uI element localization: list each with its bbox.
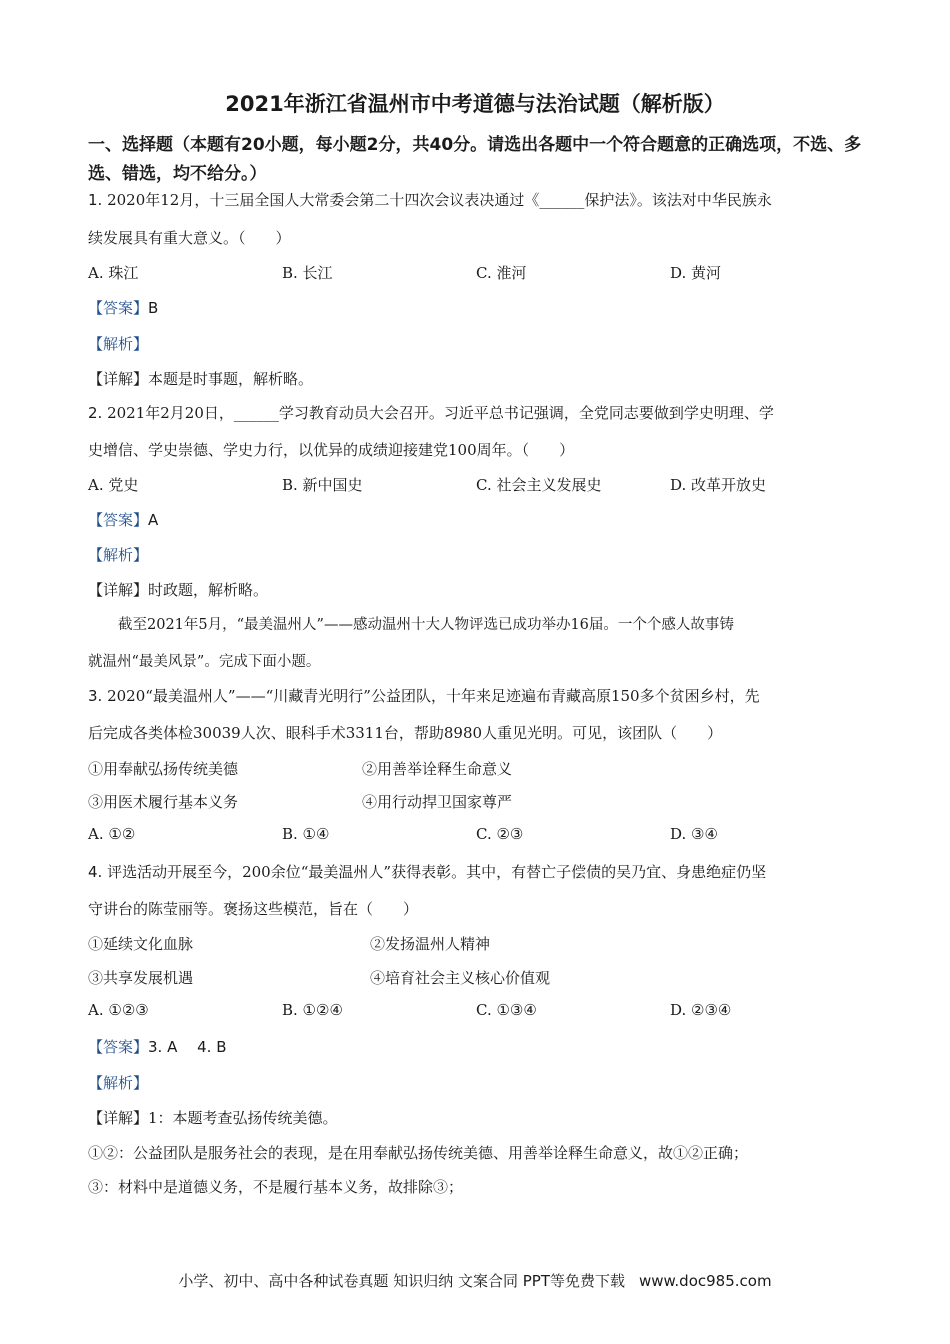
answer-label: 【答案】 xyxy=(88,511,149,529)
detail-label: 【详解】 xyxy=(88,370,149,388)
q34-answer xyxy=(88,1036,878,1057)
q34-answer-value: 3. A 4. B xyxy=(148,1038,227,1056)
q4-number: 4. xyxy=(88,863,103,881)
q34-detail-2: ①②：公益团队是服务社会的表现，是在用奉献弘扬传统美德、用善举诠释生命意义，故①②正确； xyxy=(88,1144,749,1162)
q1-line1 xyxy=(88,189,878,210)
q2-detail xyxy=(88,579,878,600)
q2-option-b: B. 新中国史 xyxy=(282,476,363,494)
q3-item-4: ④用行动捍卫国家尊严 xyxy=(362,793,513,811)
q2-analysis xyxy=(88,544,878,565)
q4-item-2: ②发扬温州人精神 xyxy=(370,935,491,953)
detail-label: 【详解】 xyxy=(88,581,149,599)
q1-detail xyxy=(88,368,878,389)
q1-number: 1. xyxy=(88,191,103,209)
analysis-label: 【解析】 xyxy=(88,1074,149,1092)
material-line2: 就温州“最美风景”。完成下面小题。 xyxy=(88,654,321,670)
footer-site: www.doc985.com xyxy=(638,1272,772,1290)
q1-option-c: C. 淮河 xyxy=(476,264,527,282)
q34-detail-text-1: 1：本题考查弘扬传统美德。 xyxy=(148,1109,338,1127)
q3-option-a: A. ①② xyxy=(88,825,136,843)
material-line1: 截至2021年5月，“最美温州人”——感动温州十大人物评选已成功举办16届。一个个感人故事铸 xyxy=(118,617,734,633)
q1-analysis xyxy=(88,333,878,354)
q34-detail-3: ③：材料中是道德义务，不是履行基本义务，故排除③； xyxy=(88,1178,464,1196)
q2-line2: 史增信、学史崇德、学史力行，以优异的成绩迎接建党100周年。（ ） xyxy=(88,441,575,459)
q34-analysis xyxy=(88,1072,878,1093)
q1-detail-text: 本题是时事题，解析略。 xyxy=(148,370,314,388)
page-title: 2021年浙江省温州市中考道德与法治试题（解析版） xyxy=(225,92,725,116)
q1-answer xyxy=(88,297,878,318)
q4-option-b: B. ①②④ xyxy=(282,1001,343,1019)
analysis-label: 【解析】 xyxy=(88,335,149,353)
q2-detail-text: 时政题，解析略。 xyxy=(148,581,269,599)
q3-text-1: 2020“最美温州人”——“川藏青光明行”公益团队，十年来足迹遍布青藏高原150多个贫困乡村，先 xyxy=(107,687,760,705)
q3-number: 3. xyxy=(88,687,103,705)
q3-option-c: C. ②③ xyxy=(476,825,524,843)
q3-option-b: B. ①④ xyxy=(282,825,330,843)
q34-detail-1 xyxy=(88,1107,878,1128)
q4-option-d: D. ②③④ xyxy=(670,1001,732,1019)
footer-text: 小学、初中、高中各种试卷真题 知识归纳 文案合同 PPT等免费下载 xyxy=(178,1272,625,1290)
q3-item-3: ③用医术履行基本义务 xyxy=(88,793,239,811)
q1-option-a: A. 珠江 xyxy=(88,264,139,282)
q2-answer-value: A xyxy=(148,511,159,529)
q2-number: 2. xyxy=(88,404,103,422)
q3-item-2: ②用善举诠释生命意义 xyxy=(362,760,513,778)
q1-answer-value: B xyxy=(148,299,159,317)
q1-option-d: D. 黄河 xyxy=(670,264,722,282)
page-footer xyxy=(0,1270,950,1291)
answer-label: 【答案】 xyxy=(88,1038,149,1056)
q4-option-a: A. ①②③ xyxy=(88,1001,149,1019)
q2-option-c: C. 社会主义发展史 xyxy=(476,476,602,494)
q1-line2: 续发展具有重大意义。（ ） xyxy=(88,229,291,247)
answer-label: 【答案】 xyxy=(88,299,149,317)
q4-line1 xyxy=(88,861,878,882)
q3-item-1: ①用奉献弘扬传统美德 xyxy=(88,760,239,778)
q4-line2: 守讲台的陈莹丽等。褒扬这些模范，旨在（ ） xyxy=(88,900,419,918)
q3-option-d: D. ③④ xyxy=(670,825,718,843)
q3-line2: 后完成各类体检30039人次、眼科手术3311台，帮助8980人重见光明。可见，该团队（ ） xyxy=(88,724,723,742)
q4-text-1: 评选活动开展至今，200余位“最美温州人”获得表彰。其中，有替亡子偿债的吴乃宜、身患绝症仍坚 xyxy=(107,863,767,881)
q4-item-3: ③共享发展机遇 xyxy=(88,969,194,987)
section-heading: 一、选择题（本题有20小题，每小题2分，共40分。请选出各题中一个符合题意的正确选项，不选、多选、错选，均不给分。） xyxy=(88,135,862,184)
q1-option-b: B. 长江 xyxy=(282,264,333,282)
q4-item-1: ①延续文化血脉 xyxy=(88,935,194,953)
detail-label: 【详解】 xyxy=(88,1109,149,1127)
q2-option-a: A. 党史 xyxy=(88,476,139,494)
analysis-label: 【解析】 xyxy=(88,546,149,564)
q2-text-1: 2021年2月20日，______学习教育动员大会召开。习近平总书记强调，全党同志要做到学史明理、学 xyxy=(107,404,774,422)
q4-option-c: C. ①③④ xyxy=(476,1001,537,1019)
q3-line1 xyxy=(88,685,878,706)
q1-text-1: 2020年12月，十三届全国人大常委会第二十四次会议表决通过《______保护法》。该法对中华民族永 xyxy=(107,191,772,209)
q2-line1 xyxy=(88,402,878,423)
q2-answer xyxy=(88,509,878,530)
q4-item-4: ④培育社会主义核心价值观 xyxy=(370,969,551,987)
q2-option-d: D. 改革开放史 xyxy=(670,476,767,494)
